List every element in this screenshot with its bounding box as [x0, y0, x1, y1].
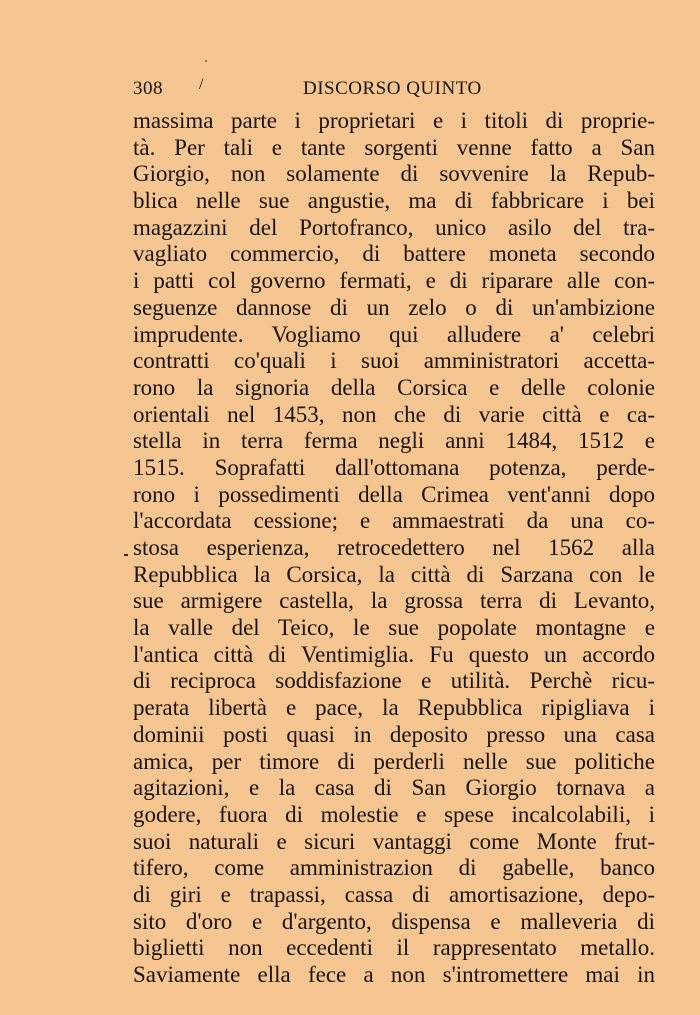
text-line: contratti co'quali i suoi amministratori accetta-	[133, 348, 655, 374]
text-line: amica, per timore di perderli nelle sue politiche	[133, 748, 655, 774]
text-line: stella in terra ferma negli anni 1484, 1512 e	[133, 428, 655, 454]
margin-mark	[124, 554, 128, 556]
text-line: sue armigere castella, la grossa terra di Levanto,	[133, 588, 655, 614]
text-line: tà. Per tali e tante sorgenti venne fatto a San	[133, 134, 655, 160]
text-line: agitazioni, e la casa di San Giorgio tornava a	[133, 775, 655, 801]
running-head: DISCORSO QUINTO	[303, 78, 482, 99]
text-line: di giri e trapassi, cassa di amortisazione, depo-	[133, 881, 655, 907]
text-line: godere, fuora di molestie e spese incalcolabili, i	[133, 801, 655, 827]
text-line: Giorgio, non solamente di sovvenire la Repub-	[133, 161, 655, 187]
body-text	[133, 108, 655, 989]
text-line: la valle del Teico, le sue popolate montagne e	[133, 615, 655, 641]
text-line: seguenze dannose di un zelo o di un'ambizione	[133, 294, 655, 320]
text-line: l'accordata cessione; e ammaestrati da una co-	[133, 508, 655, 534]
text-line: i patti col governo fermati, e di riparare alle con-	[133, 268, 655, 294]
text-line: rono la signoria della Corsica e delle colonie	[133, 374, 655, 400]
text-line: vagliato commercio, di battere moneta secondo	[133, 241, 655, 267]
pencil-mark: /	[199, 76, 204, 93]
text-line: 1515. Soprafatti dall'ottomana potenza, perde-	[133, 454, 655, 480]
text-line: biglietti non eccedenti il rappresentato metallo.	[133, 935, 655, 961]
page-number: 308	[133, 78, 163, 99]
text-line: l'antica città di Ventimiglia. Fu questo un accordo	[133, 641, 655, 667]
text-line: Saviamente ella fece a non s'intromettere mai in	[133, 962, 655, 987]
text-line: blica nelle sue angustie, ma di fabbricare i bei	[133, 188, 655, 214]
text-line: dominii posti quasi in deposito presso una casa	[133, 721, 655, 747]
text-line: Repubblica la Corsica, la città di Sarzana con le	[133, 561, 655, 587]
text-line: tifero, come amministrazion di gabelle, banco	[133, 855, 655, 881]
text-line: imprudente. Vogliamo qui alludere a' celebri	[133, 321, 655, 347]
text-line: rono i possedimenti della Crimea vent'anni dopo	[133, 481, 655, 507]
paper-speck	[205, 60, 207, 62]
text-line: di reciproca soddisfazione e utilità. Perchè ricu-	[133, 668, 655, 694]
text-line: orientali nel 1453, non che di varie città e ca-	[133, 401, 655, 427]
text-line: massima parte i proprietari e i titoli di proprie-	[133, 108, 655, 133]
text-line: magazzini del Portofranco, unico asilo del tra-	[133, 214, 655, 240]
text-line: perata libertà e pace, la Repubblica ripigliava i	[133, 695, 655, 721]
text-line: suoi naturali e sicuri vantaggi come Monte frut-	[133, 828, 655, 854]
text-line: sito d'oro e d'argento, dispensa e malleveria di	[133, 908, 655, 934]
text-line: stosa esperienza, retrocedettero nel 1562 alla	[133, 535, 655, 560]
page-header	[133, 78, 655, 102]
